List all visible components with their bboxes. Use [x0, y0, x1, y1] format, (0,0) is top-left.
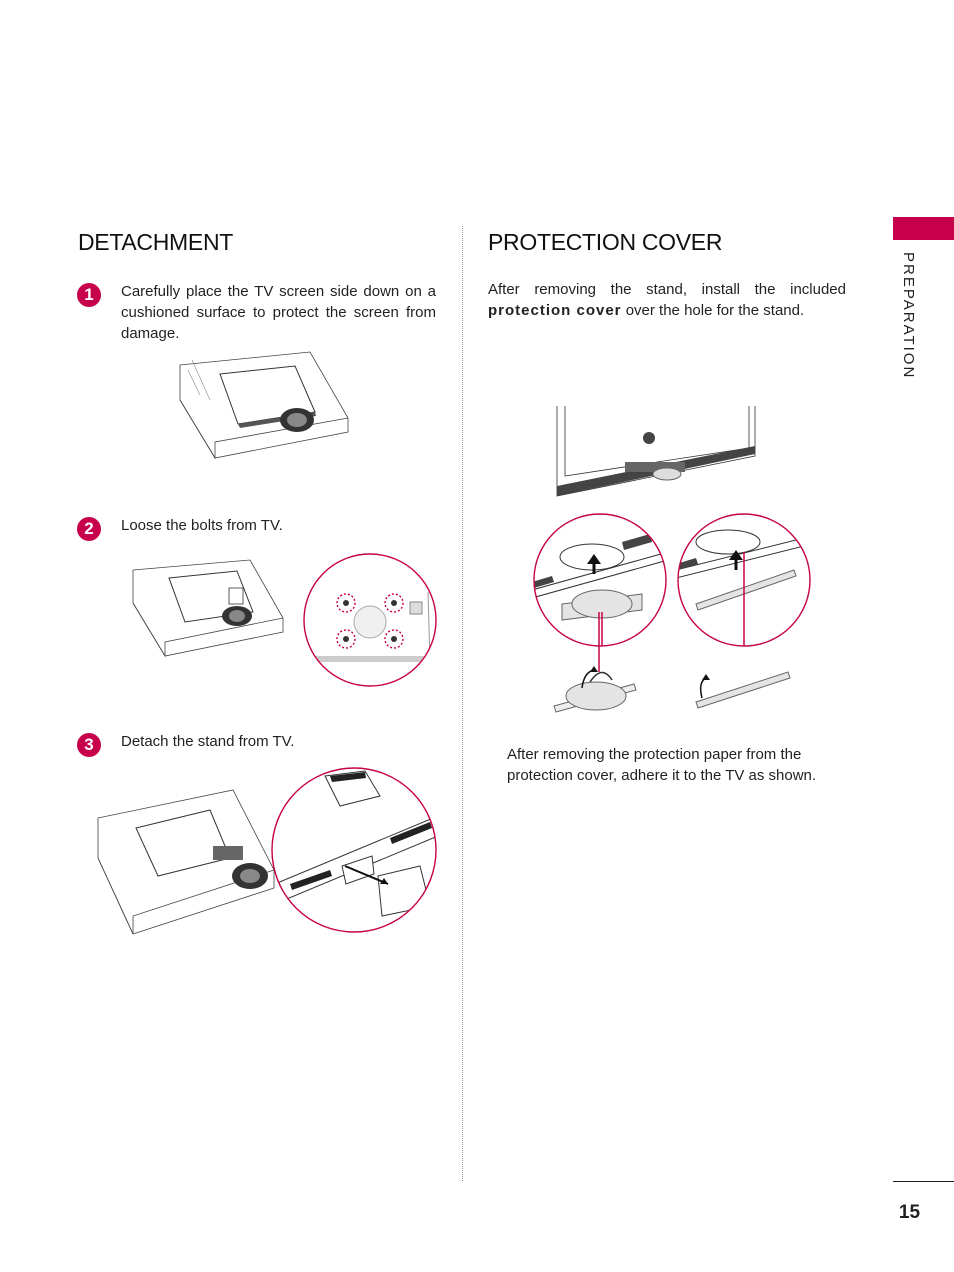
- protection-intro-term: protection cover: [488, 302, 622, 319]
- step-1-text: Carefully place the TV screen side down on a cushioned surface to protect the screen from damage.: [121, 283, 436, 342]
- tv-bolts-illustration: [125, 558, 287, 658]
- step-3-badge: 3: [77, 733, 101, 757]
- bolt-zoom-circle: [302, 552, 438, 688]
- step-1-badge: 1: [77, 283, 101, 307]
- step-2-text: Loose the bolts from TV.: [121, 517, 283, 534]
- cover-zoom-circle-1: [532, 512, 668, 648]
- stand-detach-zoom-circle: [270, 766, 438, 934]
- cover-zoom-circle-2: [676, 512, 812, 648]
- step-2-badge: 2: [77, 517, 101, 541]
- cover-peel-strip-illustration: [692, 668, 794, 710]
- tv-bottom-illustration: [555, 404, 757, 499]
- protection-intro-after: over the hole for the stand.: [621, 302, 805, 319]
- protection-intro-before: After removing the stand, install the included: [488, 281, 846, 298]
- side-tab-label: PREPARATION: [900, 252, 917, 380]
- tv-detach-stand-illustration: [88, 788, 278, 938]
- protection-caption: After removing the protection paper from the protection cover, adhere it to the TV as shown.: [507, 746, 817, 784]
- cover-peel-round-illustration: [550, 662, 642, 716]
- page-number-rule: [893, 1181, 954, 1182]
- page-number: 15: [898, 1202, 921, 1223]
- detachment-heading: DETACHMENT: [78, 229, 234, 255]
- side-tab-marker: [893, 217, 954, 240]
- step-3-text: Detach the stand from TV.: [121, 733, 295, 750]
- tv-facedown-illustration: [170, 350, 352, 460]
- protection-intro: [488, 279, 846, 321]
- column-divider: [462, 226, 463, 1181]
- protection-cover-heading: PROTECTION COVER: [488, 229, 723, 255]
